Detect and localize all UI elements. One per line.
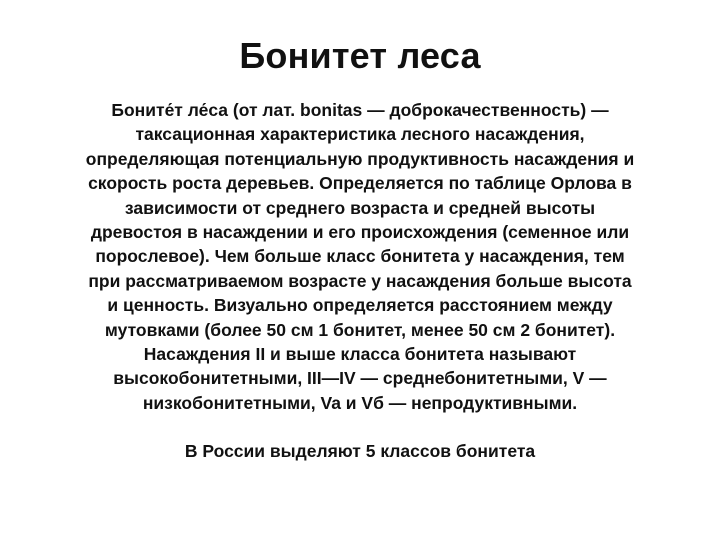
paragraph-line: Насаждения II и выше класса бонитета называют (143, 344, 577, 365)
paragraph-line: Боните́т ле́са (от лат. bonitas — доброкачественность) — (111, 100, 609, 120)
paragraph-line: древостоя в насаждении и его происхождения (семенное или (90, 222, 630, 243)
paragraph-line: мутовками (более 50 см 1 бонитет, менее 50 см 2 бонитет). (104, 319, 616, 340)
paragraph-line: порослевое). Чем больше класс бонитета у насаждения, тем (95, 246, 625, 267)
paragraph-line: низкобонитетными, Va и Vб — непродуктивными. (142, 392, 578, 413)
paragraph-line: при рассматриваемом возрасте у насаждения больше высота (88, 270, 632, 291)
footer-statement: В России выделяют 5 классов бонитета (184, 441, 536, 461)
paragraph-line: и ценность. Визуально определяется расстоянием между (107, 295, 613, 316)
definition-paragraph (40, 98, 680, 415)
paragraph-line: таксационная характеристика лесного насаждения, (135, 124, 585, 145)
paragraph-line: определяющая потенциальную продуктивность насаждения и (85, 148, 635, 169)
paragraph-line: скорость роста деревьев. Определяется по таблице Орлова в (88, 173, 632, 194)
paragraph-line: высокобонитетными, III—IV — среднебонитетными, V — (113, 368, 607, 389)
paragraph-line: зависимости от среднего возраста и средней высоты (124, 197, 596, 218)
slide-title: Бонитет леса (239, 35, 481, 76)
